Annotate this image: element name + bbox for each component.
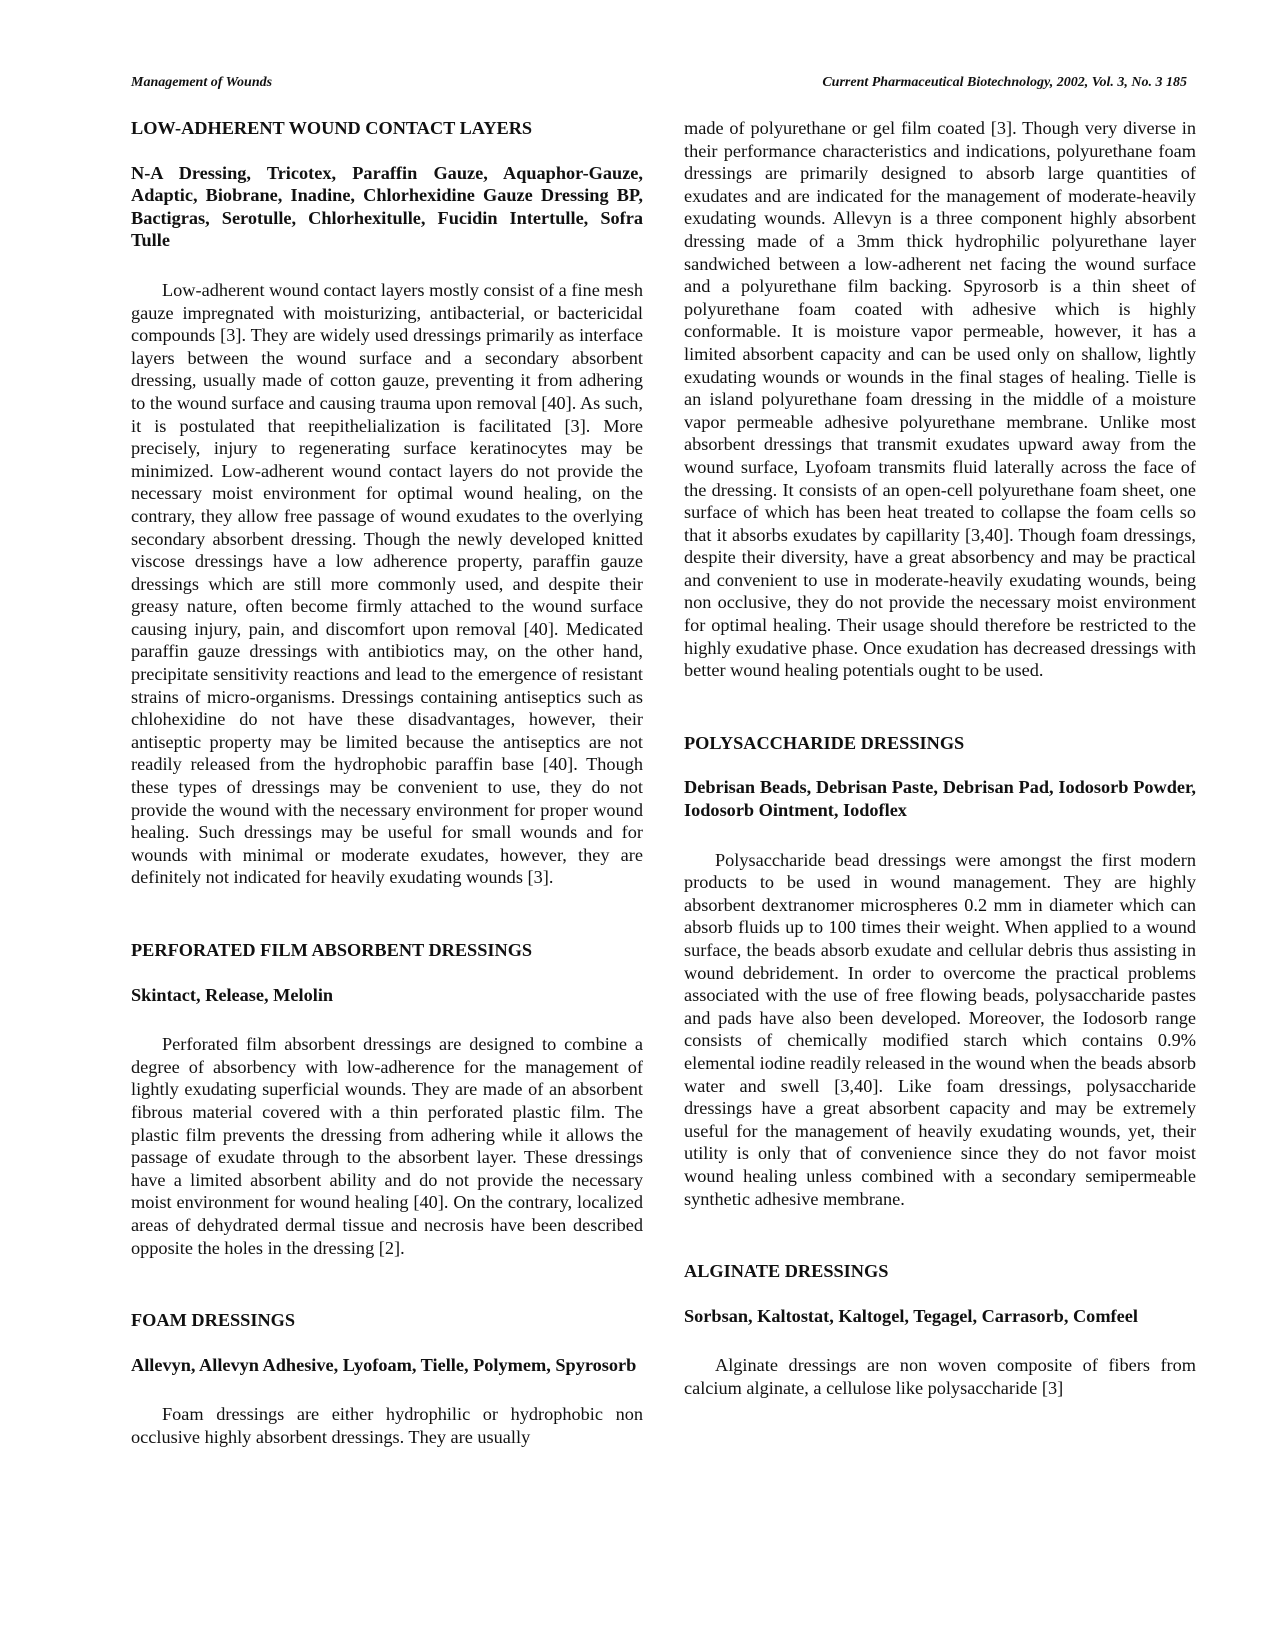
section-body-foam-start: Foam dressings are either hydrophilic or hydrophobic non occlusive highly absorbent dressings. They are usually bbox=[131, 1404, 643, 1447]
section-title-perforated-film: PERFORATED FILM ABSORBENT DRESSINGS bbox=[131, 940, 533, 960]
running-header-right: Current Pharmaceutical Biotechnology, 2002, Vol. 3, No. 3 185 bbox=[822, 75, 1187, 90]
running-header-left: Management of Wounds bbox=[131, 75, 273, 90]
section-products-foam: Allevyn, Allevyn Adhesive, Lyofoam, Tielle, Polymem, Spyrosorb bbox=[131, 1354, 637, 1375]
left-column bbox=[131, 117, 643, 1449]
section-body-polysaccharide: Polysaccharide bead dressings were amongst the first modern products to be used in wound management. They are highly absorbent dextranomer microspheres 0.2 mm in diameter which can absorb fluids up to 100 times their weight. When applied to a wound surface, the beads absorb exudate and cellular debris thus assisting in wound debridement. In order to overcome the practical problems associated with the use of free flowing beads, polysaccharide pastes and pads have also been developed. Moreover, the Iodosorb range consists of chemically modified starch which contains 0.9% elemental iodine readily released in the wound when the beads absorb water and swell [3,40]. Like foam dressings, polysaccharide dressings have a great absorbent capacity and may be extremely useful for the management of heavily exudating wounds, yet, their utility is only that of convenience since they do not favor moist wound healing unless combined with a secondary semipermeable synthetic adhesive membrane. bbox=[684, 849, 1196, 1209]
section-body-alginate-start: Alginate dressings are non woven composite of fibers from calcium alginate, a cellulose like polysaccharide [3] bbox=[684, 1355, 1196, 1398]
section-products-alginate: Sorbsan, Kaltostat, Kaltogel, Tegagel, Carrasorb, Comfeel bbox=[684, 1305, 1138, 1326]
section-body-foam-continued: made of polyurethane or gel film coated [3]. Though very diverse in their performance characteristics and indications, polyurethane foam dressings are primarily designed to absorb large quantities of exudates and are indicated for the management of moderate-heavily exudating wounds. Allevyn is a three component highly absorbent dressing made of a 3mm thick hydrophilic polyurethane layer sandwiched between a low-adherent net facing the wound surface and a polyurethane film backing. Spyrosorb is a thin sheet of polyurethane foam coated with adhesive which is highly conformable. It is moisture vapor permeable, however, it has a limited absorbent capacity and can be used only on shallow, lightly exudating wounds or wounds in the final stages of healing. Tielle is an island polyurethane foam dressing in the middle of a moisture vapor permeable adhesive polyurethane membrane. Unlike most absorbent dressings that transmit exudates upward away from the wound surface, Lyofoam transmits fluid laterally across the face of the dressing. It consists of an open-cell polyurethane foam sheet, one surface of which has been heat treated to collapse the foam cells so that it absorbs exudates by capillarity [3,40]. Though foam dressings, despite their diversity, have a great absorbency and may be practical and convenient to use in moderate-heavily exudating wounds, being non occlusive, they do not provide the necessary moist environment for optimal healing. Their usage should therefore be restricted to the highly exudative phase. Once exudation has decreased dressings with better wound healing potentials ought to be used. bbox=[684, 118, 1196, 681]
section-title-low-adherent: LOW-ADHERENT WOUND CONTACT LAYERS bbox=[131, 118, 533, 138]
right-column bbox=[684, 117, 1196, 1400]
section-title-polysaccharide: POLYSACCHARIDE DRESSINGS bbox=[684, 732, 965, 753]
section-body-perforated-film: Perforated film absorbent dressings are designed to combine a degree of absorbency with low-adherence for the management of lightly exudating superficial wounds. They are made of an absorbent fibrous material covered with a thin perforated plastic film. The plastic film prevents the dressing from adhering while it allows the passage of exudate through to the absorbent layer. These dressings have a limited absorbent ability and do not provide the necessary moist environment for wound healing [40]. On the contrary, localized areas of dehydrated dermal tissue and necrosis have been described opposite the holes in the dressing [2]. bbox=[131, 1034, 643, 1258]
section-title-foam: FOAM DRESSINGS bbox=[131, 1310, 296, 1331]
section-title-alginate: ALGINATE DRESSINGS bbox=[684, 1261, 889, 1282]
section-products-low-adherent: N-A Dressing, Tricotex, Paraffin Gauze, Aquaphor-Gauze, Adaptic, Biobrane, Inadine, Chlorhexidine Gauze Dressing BP, Bactigras, Serotulle, Chlorhexitulle, Fucidin Intertulle, Sofra Tulle bbox=[131, 162, 643, 251]
section-body-low-adherent: Low-adherent wound contact layers mostly consist of a fine mesh gauze impregnated with moisturizing, antibacterial, or bactericidal compounds [3]. They are widely used dressings primarily as interface layers between the wound surface and a secondary absorbent dressing, usually made of cotton gauze, preventing it from adhering to the wound surface and causing trauma upon removal [40]. As such, it is postulated that reepithelialization is facilitated [3]. More precisely, injury to regenerating surface keratinocytes may be minimized. Low-adherent wound contact layers do not provide the necessary moist environment for optimal wound healing, on the contrary, they allow free passage of wound exudates to the overlying secondary absorbent dressing. Though the newly developed knitted viscose dressings have a low adherence property, paraffin gauze dressings which are still more commonly used, and despite their greasy nature, often become firmly attached to the wound surface causing injury, pain, and discomfort upon removal [40]. Medicated paraffin gauze dressings with antibiotics may, on the other hand, precipitate sensitivity reactions and lead to the emergence of resistant strains of micro-organisms. Dressings containing antiseptics such as chlohexidine do not have these disadvantages, however, their antiseptic property may be limited because the antiseptics are not readily released from the hydrophobic paraffin base [40]. Though these types of dressings may be convenient to use, they do not provide the wound with the necessary environment for proper wound healing. Such dressings may be useful for small wounds and for wounds with minimal or moderate exudates, however, they are definitely not indicated for heavily exudating wounds [3]. bbox=[131, 279, 643, 888]
section-products-polysaccharide: Debrisan Beads, Debrisan Paste, Debrisan Pad, Iodosorb Powder, Iodosorb Ointment, Iodoflex bbox=[684, 777, 1196, 821]
section-products-perforated-film: Skintact, Release, Melolin bbox=[131, 984, 334, 1005]
